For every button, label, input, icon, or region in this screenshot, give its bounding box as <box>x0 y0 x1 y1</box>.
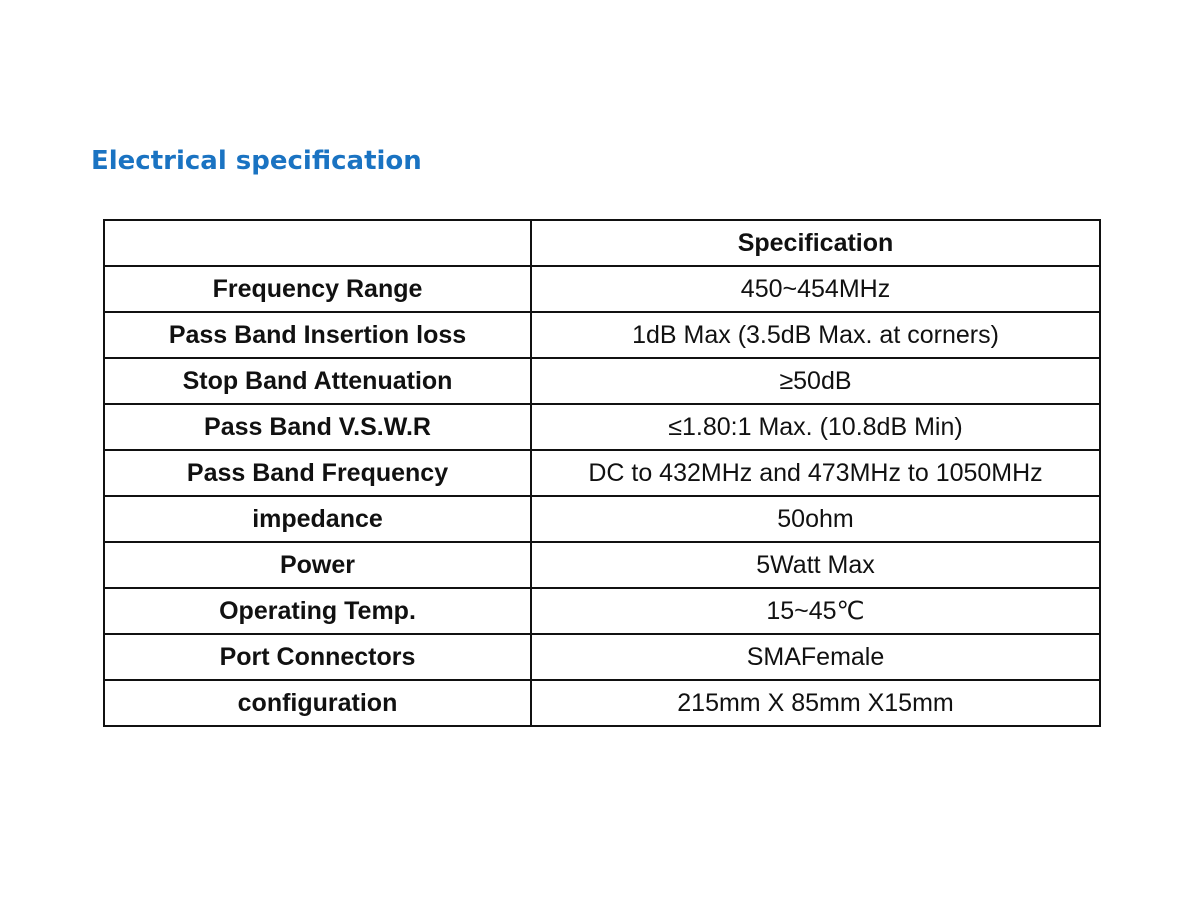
table-header-row <box>104 220 1100 266</box>
row-value: 450~454MHz <box>531 266 1100 312</box>
row-parameter: Pass Band Frequency <box>104 450 531 496</box>
table-row <box>104 588 1100 634</box>
section-title: Electrical specification <box>91 146 422 176</box>
row-parameter: Operating Temp. <box>104 588 531 634</box>
table-row <box>104 450 1100 496</box>
table-row <box>104 634 1100 680</box>
spec-table <box>103 219 1101 727</box>
row-value: DC to 432MHz and 473MHz to 1050MHz <box>531 450 1100 496</box>
row-value: 5Watt Max <box>531 542 1100 588</box>
table-row <box>104 358 1100 404</box>
row-value: 50ohm <box>531 496 1100 542</box>
row-value: 1dB Max (3.5dB Max. at corners) <box>531 312 1100 358</box>
row-value: ≥50dB <box>531 358 1100 404</box>
table-row <box>104 496 1100 542</box>
table-row <box>104 680 1100 726</box>
row-parameter: Pass Band Insertion loss <box>104 312 531 358</box>
table-row <box>104 404 1100 450</box>
row-parameter: Port Connectors <box>104 634 531 680</box>
row-parameter: Stop Band Attenuation <box>104 358 531 404</box>
row-parameter: impedance <box>104 496 531 542</box>
row-parameter: Power <box>104 542 531 588</box>
row-value: ≤1.80:1 Max. (10.8dB Min) <box>531 404 1100 450</box>
table-row <box>104 312 1100 358</box>
row-parameter: Frequency Range <box>104 266 531 312</box>
row-parameter: configuration <box>104 680 531 726</box>
row-parameter: Pass Band V.S.W.R <box>104 404 531 450</box>
row-value: 215mm X 85mm X15mm <box>531 680 1100 726</box>
table-row <box>104 542 1100 588</box>
header-specification: Specification <box>531 220 1100 266</box>
row-value: 15~45℃ <box>531 588 1100 634</box>
header-parameter <box>104 220 531 266</box>
row-value: SMAFemale <box>531 634 1100 680</box>
table-row <box>104 266 1100 312</box>
